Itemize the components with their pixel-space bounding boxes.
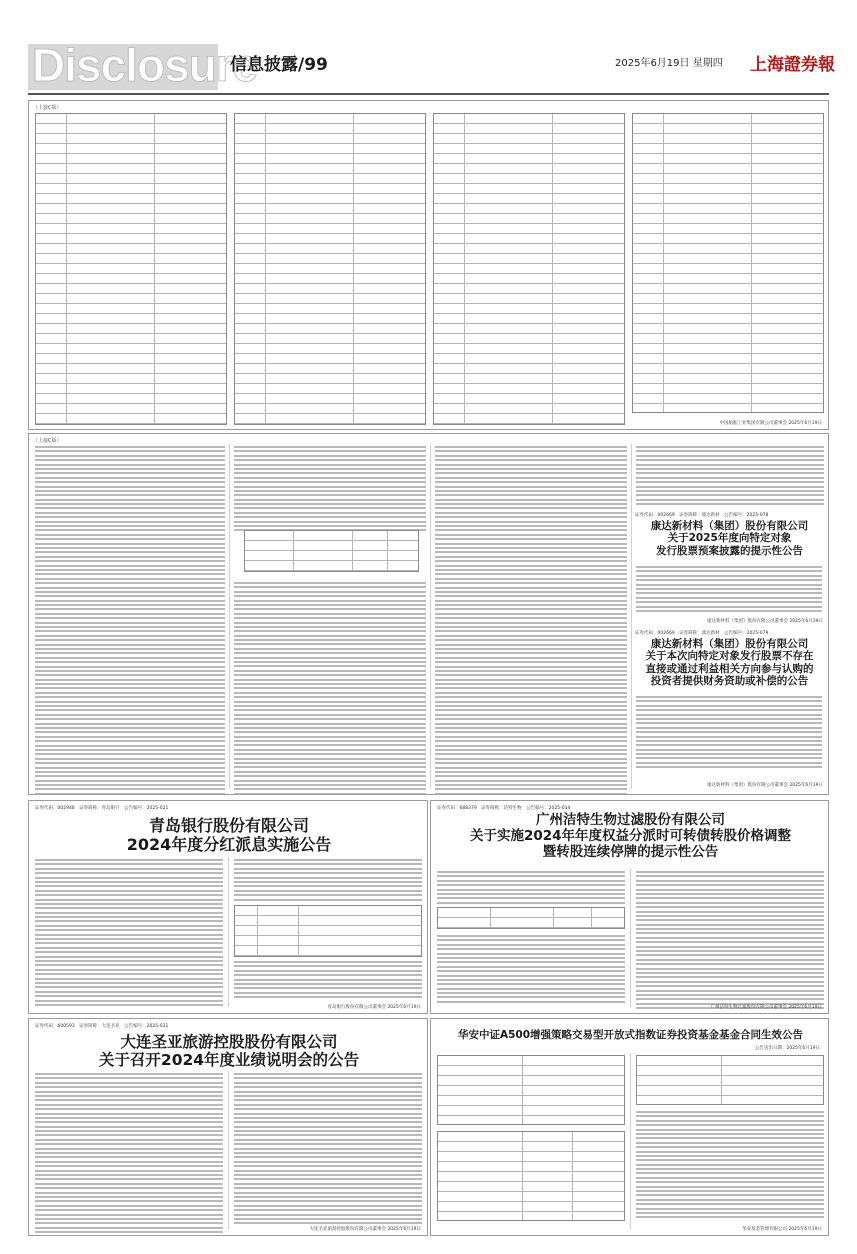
section-title: 信息披露/99 — [230, 55, 328, 75]
huaan-subtitle: 公告送出日期：2025年6月19日 — [754, 1046, 820, 1051]
body-text-column-4 — [636, 446, 824, 507]
comparison-table-2 — [234, 113, 426, 425]
kangda-2-title: 康达新材料（集团）股份有限公司 关于本次向特定对象发行股票不存在 直接或通过利益相关方向参与认购的 投资者提供财务资助或补偿的公告 — [645, 638, 814, 688]
kangda-2-signoff: 康达新材料（集团）股份有限公司董事会 2025年6月19日 — [707, 783, 823, 788]
dalian-title: 大连圣亚旅游控股股份有限公司 关于召开2024年度业绩说明会的公告 — [98, 1033, 360, 1070]
qingdao-bank-table — [234, 905, 422, 957]
body-text-column-1 — [35, 446, 225, 795]
continuation-tag: （上接C版） — [33, 105, 62, 111]
jiejie-biotech-notice — [430, 800, 829, 1014]
jiejie-title: 广州洁特生物过滤股份有限公司 关于实施2024年年度权益分派时可转债转股价格调整 暨转股连续停牌的提示性公告 — [469, 812, 792, 860]
qingdao-bank-title: 青岛银行股份有限公司 2024年度分红派息实施公告 — [126, 816, 332, 854]
kangda-1-title: 康达新材料（集团）股份有限公司 关于2025年度向特定对象 发行股票预案披露的提示性公告 — [650, 520, 809, 557]
top-announcement-block — [28, 100, 829, 430]
huaan-title: 华安中证A500增强策略交易型开放式指数证券投资基金基金合同生效公告 — [457, 1029, 804, 1041]
shareholding-table — [244, 530, 419, 572]
kangda-notice-2 — [633, 630, 826, 790]
qingdao-bank-signoff: 青岛银行股份有限公司董事会 2025年6月19日 — [327, 1005, 421, 1010]
dalian-signoff: 大连圣亚旅游控股股份有限公司董事会 2025年6月19日 — [309, 1227, 421, 1232]
kangda-1-meta: 证券代码：002669 证券简称：康达新材 公告编号：2025-078 — [635, 513, 769, 518]
jiejie-meta: 证券代码：688379 证券简称：洁特生物 公告编号：2025-034 — [437, 806, 571, 811]
huaan-fund-notice — [430, 1018, 829, 1236]
newspaper-name: 上海證券報 — [750, 55, 835, 75]
body-text-column-2 — [234, 446, 426, 534]
huaan-signoff: 华安基金管理有限公司 2025年6月19日 — [742, 1227, 822, 1232]
kangda-1-signoff: 康达新材料（集团）股份有限公司董事会 2025年6月19日 — [707, 619, 823, 624]
comparison-table-4 — [632, 113, 824, 413]
masthead-divider — [28, 93, 829, 95]
masthead — [0, 0, 857, 98]
body-text-column-2b — [234, 582, 426, 795]
brand-wordmark: Disclosure — [32, 39, 258, 91]
fund-basic-info-table — [437, 1055, 625, 1125]
body-text-column-3 — [435, 446, 627, 795]
continuation-tag-2: （上接C版） — [33, 438, 62, 444]
top-block-signoff: 中国船舶工业集团有限公司董事会 2025年6月19日 — [719, 421, 822, 426]
kangda-notice-1 — [633, 512, 826, 624]
middle-announcement-block — [28, 433, 829, 795]
qingdao-bank-meta: 证券代码：002948 证券简称：青岛银行 公告编号：2025-021 — [35, 806, 169, 811]
issue-date: 2025年6月19日 星期四 — [615, 58, 723, 69]
fund-raising-info-table — [437, 1131, 625, 1221]
fund-contract-table — [636, 1055, 824, 1105]
comparison-table-3 — [433, 113, 625, 425]
dalian-meta: 证券代码：600593 证券简称：大连圣亚 公告编号：2025-031 — [35, 1024, 169, 1029]
qingdao-bank-notice — [28, 800, 428, 1014]
jiejie-signoff: 广州洁特生物过滤股份有限公司董事会 2025年6月19日 — [710, 1005, 822, 1010]
jiejie-table — [437, 907, 625, 929]
kangda-2-meta: 证券代码：002669 证券简称：康达新材 公告编号：2025-079 — [635, 631, 769, 636]
dalian-sunasia-notice — [28, 1018, 428, 1236]
comparison-table-1 — [35, 113, 227, 425]
